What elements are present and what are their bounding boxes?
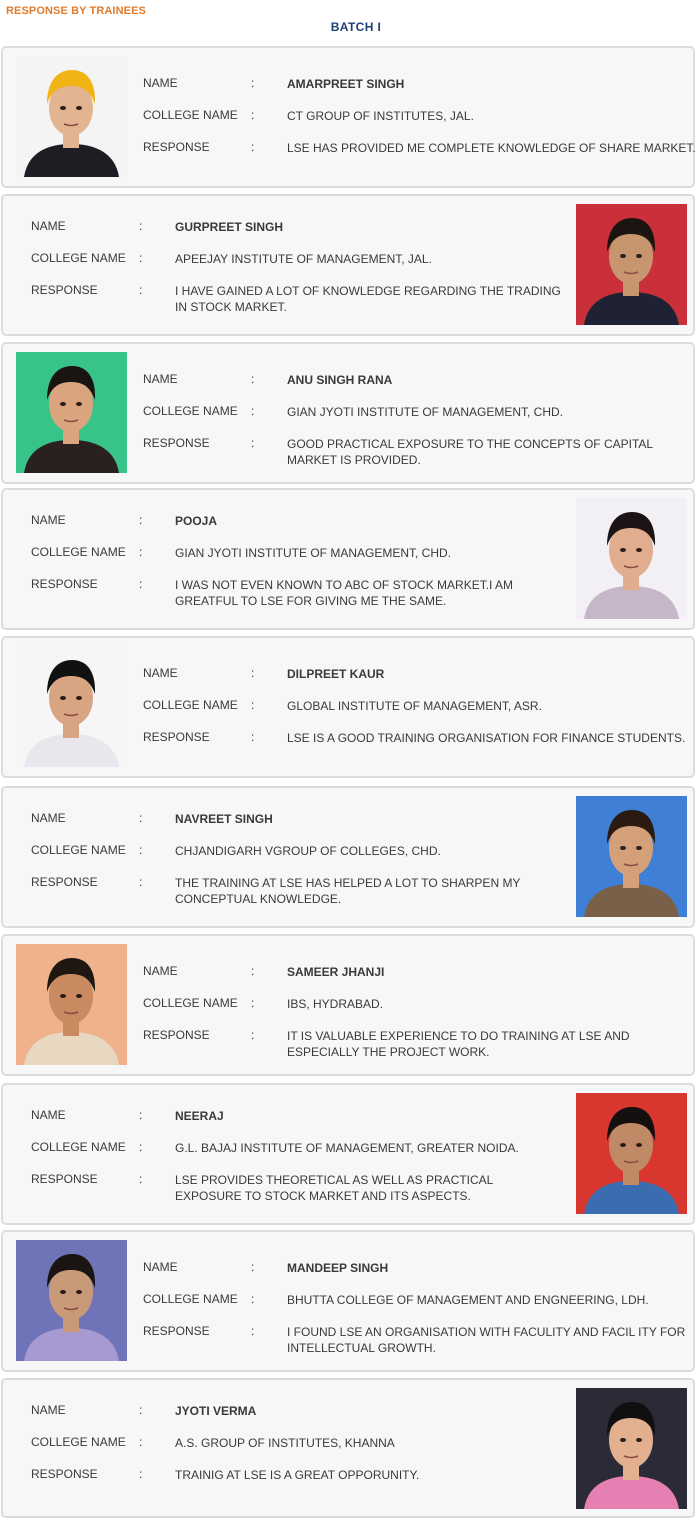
response-label: RESPONSE (31, 1172, 98, 1186)
trainee-card (1, 934, 695, 1076)
trainee-college: IBS, HYDRABAD. (287, 997, 384, 1011)
name-label: NAME (143, 76, 178, 90)
response-label: RESPONSE (143, 436, 210, 450)
trainee-details (143, 666, 698, 762)
response-row (143, 1324, 698, 1356)
trainee-card (1, 488, 695, 630)
colon: : (251, 1324, 255, 1338)
trainee-response: GOOD PRACTICAL EXPOSURE TO THE CONCEPTS OF CAPITAL MARKET IS PROVIDED. (287, 437, 653, 467)
trainee-details (143, 372, 698, 468)
trainee-college: CHJANDIGARH VGROUP OF COLLEGES, CHD. (175, 844, 441, 858)
college-row (31, 843, 561, 875)
response-label: RESPONSE (31, 875, 98, 889)
batch-title: BATCH I (330, 20, 382, 34)
trainee-photo (16, 1240, 127, 1361)
colon: : (139, 545, 143, 559)
portrait-icon (16, 1240, 127, 1361)
trainee-details (31, 219, 561, 315)
response-label: RESPONSE (31, 577, 98, 591)
portrait-icon (576, 204, 687, 325)
trainee-details (31, 513, 561, 609)
trainee-card (1, 636, 695, 778)
portrait-icon (576, 498, 687, 619)
name-label: NAME (143, 372, 178, 386)
response-row (143, 1028, 698, 1060)
college-label: COLLEGE NAME (31, 545, 126, 559)
name-label: NAME (143, 964, 178, 978)
college-label: COLLEGE NAME (31, 1435, 126, 1449)
college-label: COLLEGE NAME (143, 698, 238, 712)
portrait-icon (576, 1093, 687, 1214)
trainee-name: GURPREET SINGH (175, 220, 284, 234)
trainee-response: I WAS NOT EVEN KNOWN TO ABC OF STOCK MARKET.I AM GREATFUL TO LSE FOR GIVING ME THE SAME. (175, 578, 514, 608)
name-label: NAME (31, 1403, 66, 1417)
trainee-name: NEERAJ (175, 1109, 224, 1123)
trainee-card (1, 1230, 695, 1372)
name-row (31, 1403, 561, 1435)
trainee-name: JYOTI VERMA (175, 1404, 257, 1418)
trainee-name: ANU SINGH RANA (287, 373, 393, 387)
colon: : (139, 283, 143, 297)
name-label: NAME (31, 1108, 66, 1122)
portrait-icon (16, 646, 127, 767)
response-row (143, 730, 698, 762)
trainee-response: I FOUND LSE AN ORGANISATION WITH FACULITY AND FACIL ITY FOR INTELLECTUAL GROWTH. (287, 1325, 686, 1355)
colon: : (139, 811, 143, 825)
trainee-details (143, 76, 698, 172)
colon: : (139, 1403, 143, 1417)
trainee-name: NAVREET SINGH (175, 812, 273, 826)
trainee-photo (576, 498, 687, 619)
response-row (31, 283, 561, 315)
colon: : (251, 1260, 255, 1274)
trainee-details (31, 1403, 561, 1499)
college-row (143, 698, 698, 730)
trainee-card (1, 194, 695, 336)
colon: : (139, 1435, 143, 1449)
trainee-details (143, 1260, 698, 1356)
college-row (31, 545, 561, 577)
trainee-response: LSE HAS PROVIDED ME COMPLETE KNOWLEDGE OF SHARE MARKET. (287, 141, 696, 155)
trainee-photo (576, 796, 687, 917)
colon: : (139, 1467, 143, 1481)
college-label: COLLEGE NAME (143, 996, 238, 1010)
name-row (143, 666, 698, 698)
response-row (31, 577, 561, 609)
colon: : (251, 1028, 255, 1042)
trainee-college: G.L. BAJAJ INSTITUTE OF MANAGEMENT, GREATER NOIDA. (175, 1141, 519, 1155)
name-label: NAME (31, 811, 66, 825)
name-row (143, 964, 698, 996)
trainee-card (1, 342, 695, 484)
response-label: RESPONSE (143, 730, 210, 744)
colon: : (139, 577, 143, 591)
college-label: COLLEGE NAME (143, 108, 238, 122)
colon: : (251, 436, 255, 450)
response-row (143, 436, 698, 468)
college-row (143, 1292, 698, 1324)
college-row (31, 1140, 561, 1172)
response-row (31, 1172, 561, 1204)
response-label: RESPONSE (143, 1324, 210, 1338)
colon: : (251, 666, 255, 680)
colon: : (139, 219, 143, 233)
name-label: NAME (143, 666, 178, 680)
trainee-name: SAMEER JHANJI (287, 965, 385, 979)
portrait-icon (16, 944, 127, 1065)
colon: : (251, 76, 255, 90)
portrait-icon (16, 56, 127, 177)
trainee-photo (16, 646, 127, 767)
trainee-details (31, 1108, 561, 1204)
trainee-photo (576, 204, 687, 325)
name-row (31, 219, 561, 251)
colon: : (139, 843, 143, 857)
colon: : (251, 1292, 255, 1306)
trainee-photo (16, 352, 127, 473)
college-label: COLLEGE NAME (31, 251, 126, 265)
trainee-college: BHUTTA COLLEGE OF MANAGEMENT AND ENGNEERING, LDH. (287, 1293, 649, 1307)
trainee-photo (16, 56, 127, 177)
response-label: RESPONSE (143, 140, 210, 154)
college-row (143, 404, 698, 436)
name-label: NAME (143, 1260, 178, 1274)
portrait-icon (576, 796, 687, 917)
trainee-name: DILPREET KAUR (287, 667, 385, 681)
trainee-response: THE TRAINING AT LSE HAS HELPED A LOT TO SHARPEN MY CONCEPTUAL KNOWLEDGE. (175, 876, 521, 906)
colon: : (139, 875, 143, 889)
name-label: NAME (31, 513, 66, 527)
colon: : (251, 698, 255, 712)
response-row (31, 1467, 561, 1499)
trainee-response: LSE IS A GOOD TRAINING ORGANISATION FOR FINANCE STUDENTS. (287, 731, 686, 745)
college-label: COLLEGE NAME (143, 404, 238, 418)
response-row (143, 140, 698, 172)
name-row (31, 1108, 561, 1140)
trainee-college: GIAN JYOTI INSTITUTE OF MANAGEMENT, CHD. (287, 405, 564, 419)
college-row (143, 996, 698, 1028)
trainee-response: IT IS VALUABLE EXPERIENCE TO DO TRAINING AT LSE AND ESPECIALLY THE PROJECT WORK. (287, 1029, 630, 1059)
trainee-response: I HAVE GAINED A LOT OF KNOWLEDGE REGARDING THE TRADING IN STOCK MARKET. (175, 284, 561, 314)
response-row (31, 875, 561, 907)
name-row (143, 1260, 698, 1292)
colon: : (251, 964, 255, 978)
colon: : (139, 1108, 143, 1122)
trainee-card (1, 46, 695, 188)
trainee-college: CT GROUP OF INSTITUTES, JAL. (287, 109, 474, 123)
name-row (31, 811, 561, 843)
trainee-response: LSE PROVIDES THEORETICAL AS WELL AS PRACTICAL EXPOSURE TO STOCK MARKET AND ITS ASPECTS. (175, 1173, 493, 1203)
colon: : (139, 513, 143, 527)
trainee-name: POOJA (175, 514, 218, 528)
name-row (143, 372, 698, 404)
colon: : (251, 404, 255, 418)
trainee-college: GLOBAL INSTITUTE OF MANAGEMENT, ASR. (287, 699, 542, 713)
college-row (31, 251, 561, 283)
colon: : (251, 996, 255, 1010)
trainee-response: TRAINIG AT LSE IS A GREAT OPPORUNITY. (175, 1468, 420, 1482)
portrait-icon (576, 1388, 687, 1509)
colon: : (139, 1172, 143, 1186)
trainee-details (31, 811, 561, 907)
trainee-photo (576, 1093, 687, 1214)
trainee-name: AMARPREET SINGH (287, 77, 405, 91)
trainee-photo (16, 944, 127, 1065)
response-label: RESPONSE (31, 1467, 98, 1481)
college-label: COLLEGE NAME (143, 1292, 238, 1306)
response-label: RESPONSE (143, 1028, 210, 1042)
trainee-details (143, 964, 698, 1060)
college-label: COLLEGE NAME (31, 843, 126, 857)
colon: : (251, 140, 255, 154)
college-row (143, 108, 698, 140)
response-label: RESPONSE (31, 283, 98, 297)
colon: : (251, 372, 255, 386)
page-header: RESPONSE BY TRAINEES (6, 5, 146, 17)
trainee-college: A.S. GROUP OF INSTITUTES, KHANNA (175, 1436, 395, 1450)
colon: : (139, 251, 143, 265)
trainee-card (1, 1378, 695, 1518)
trainee-card (1, 1083, 695, 1225)
colon: : (139, 1140, 143, 1154)
name-label: NAME (31, 219, 66, 233)
trainee-photo (576, 1388, 687, 1509)
name-row (143, 76, 698, 108)
trainee-card (1, 786, 695, 928)
colon: : (251, 108, 255, 122)
trainee-college: APEEJAY INSTITUTE OF MANAGEMENT, JAL. (175, 252, 432, 266)
portrait-icon (16, 352, 127, 473)
trainee-name: MANDEEP SINGH (287, 1261, 389, 1275)
colon: : (251, 730, 255, 744)
college-row (31, 1435, 561, 1467)
trainee-college: GIAN JYOTI INSTITUTE OF MANAGEMENT, CHD. (175, 546, 452, 560)
college-label: COLLEGE NAME (31, 1140, 126, 1154)
name-row (31, 513, 561, 545)
